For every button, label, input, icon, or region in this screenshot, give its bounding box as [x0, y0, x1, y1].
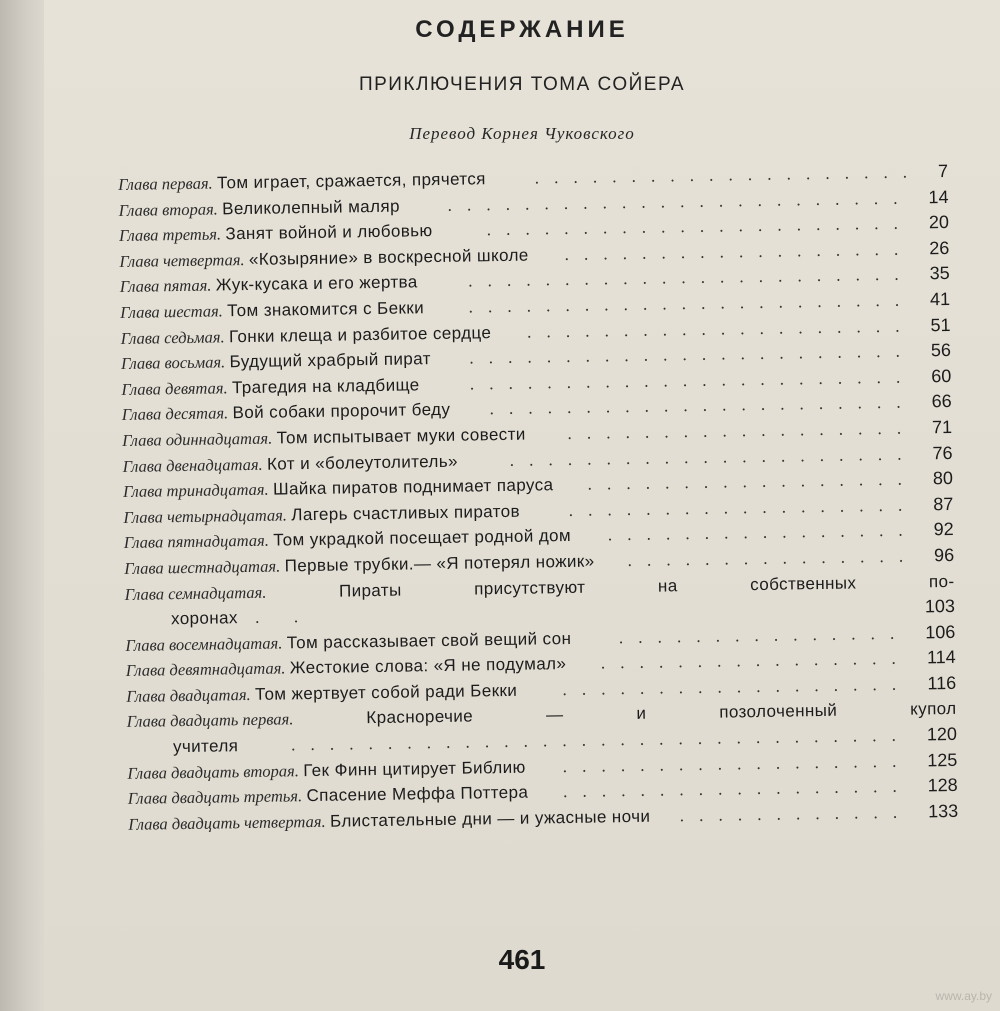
chapter-label: Глава девятнадцатая.	[125, 658, 286, 681]
leader-dots: ................	[607, 519, 918, 545]
chapter-label: Глава третья.	[118, 224, 222, 246]
leader-dots: .......................	[469, 366, 916, 394]
chapter-title: Занят войной и любовью	[225, 221, 433, 244]
chapter-label: Глава одиннадцатая.	[122, 428, 273, 450]
chapter-title: Первые трубки.— «Я потерял ножик»	[284, 551, 595, 576]
chapter-page-number: 66	[931, 391, 952, 412]
chapter-title: Блистательные дни — и ужасные ночи	[329, 806, 651, 831]
chapter-page-number: 51	[930, 314, 951, 335]
chapter-title: Том знакомится с Бекки	[227, 298, 425, 321]
chapter-title: Шайка пиратов поднимает паруса	[272, 475, 554, 499]
chapter-label: Глава семнадцатая.	[124, 582, 267, 604]
chapter-page-number: 71	[931, 416, 953, 438]
leader-dots: ................	[600, 647, 911, 673]
chapter-title-word: на	[657, 575, 678, 596]
chapter-title: Будущий храбрый пират	[229, 349, 431, 372]
leader-dots: ....................	[526, 315, 915, 342]
chapter-title-word: Красноречие	[366, 706, 474, 728]
chapter-page-number: 56	[930, 340, 952, 361]
chapter-label: Глава восьмая.	[120, 352, 226, 374]
chapter-title-word: присутствуют	[474, 577, 586, 598]
chapter-page-number: 41	[929, 288, 951, 310]
chapter-page-number: 76	[932, 442, 953, 463]
chapter-label: Глава двадцать первая.	[126, 709, 294, 732]
chapter-page-number: 14	[928, 186, 949, 207]
chapter-label: Глава седьмая.	[120, 326, 225, 348]
chapter-page-number: 114	[926, 647, 956, 668]
chapter-page-number: 120	[926, 723, 958, 745]
leader-dots: ....................	[534, 161, 923, 188]
chapter-label: Глава двадцатая.	[126, 684, 251, 706]
chapter-label: Глава восемнадцатая.	[125, 633, 283, 655]
chapter-label: Глава первая.	[118, 173, 213, 194]
chapter-title-word: и	[636, 704, 647, 724]
leader-dots: ................................	[290, 724, 912, 755]
chapter-title: Спасение Меффа Поттера	[306, 782, 529, 806]
chapter-title: Гек Финн цитирует Библию	[303, 757, 526, 780]
chapter-title: Том рассказывает свой вещий сон	[286, 628, 572, 653]
chapter-page-number: 26	[929, 237, 950, 259]
leader-dots: ..................	[562, 750, 912, 776]
chapter-label: Глава пятая.	[119, 275, 212, 297]
leader-dots: ..................	[564, 238, 914, 264]
leader-dots: ........................	[447, 187, 913, 215]
book-page	[44, 0, 1000, 1011]
leader-dots: ......................	[489, 391, 916, 419]
contents-heading: СОДЕРЖАНИЕ	[415, 16, 629, 43]
chapter-page-number: 35	[929, 263, 950, 284]
chapter-title-word: собственных	[750, 572, 857, 594]
chapter-page-number: 116	[927, 672, 957, 694]
chapter-title: Жук-кусака и его жертва	[215, 272, 418, 295]
chapter-page-number: 125	[927, 749, 958, 771]
leader-dots: ...............	[618, 622, 910, 647]
chapter-page-number: 133	[927, 800, 959, 822]
chapter-page-number: 106	[925, 621, 956, 643]
chapter-label: Глава двенадцатая.	[122, 454, 263, 476]
leader-dots: .................	[587, 468, 918, 494]
chapter-page-number: 92	[933, 519, 954, 540]
leader-dots: .....................	[509, 443, 917, 470]
chapter-page-number: 60	[931, 365, 952, 386]
leader-dots: .......................	[467, 263, 914, 291]
chapter-title: Вой собаки пророчит беду	[232, 400, 451, 423]
translator-credit: Перевод Корнея Чуковского	[409, 124, 635, 143]
leader-dots: ..................	[562, 673, 912, 699]
leader-dots: . .	[254, 606, 314, 627]
chapter-label: Глава вторая.	[118, 199, 218, 220]
work-title: ПРИКЛЮЧЕНИЯ ТОМА СОЙЕРА	[358, 74, 686, 95]
chapter-title-word: —	[545, 705, 564, 725]
chapter-label: Глава тринадцатая.	[122, 479, 269, 502]
chapter-title: Трагедия на кладбище	[231, 375, 420, 397]
chapter-title: Лагерь счастливых пиратов	[291, 501, 521, 525]
chapter-page-number: 103	[924, 596, 956, 617]
chapter-label: Глава четвертая.	[119, 249, 245, 271]
chapter-title: Том украдкой посещает родной дом	[273, 526, 572, 550]
chapter-page-number: 96	[933, 544, 955, 566]
watermark: www.ay.by	[935, 989, 992, 1003]
chapter-title: Кот и «болеутолитель»	[266, 451, 459, 474]
chapter-label: Глава шестая.	[120, 301, 223, 322]
leader-dots: .......................	[468, 289, 915, 317]
chapter-label: Глава пятнадцатая.	[123, 530, 270, 553]
chapter-title: «Козыряние» в воскресной школе	[248, 245, 529, 269]
chapter-page-number: 80	[932, 468, 954, 489]
page-number: 461	[498, 944, 546, 975]
chapter-page-number: 128	[927, 775, 958, 796]
chapter-label: Глава двадцать третья.	[127, 786, 303, 809]
chapter-title-continuation: учителя	[172, 736, 239, 757]
chapter-title: Том играет, сражается, прячется	[216, 169, 486, 193]
chapter-title: Том испытывает муки совести	[276, 424, 526, 448]
chapter-title: Жестокие слова: «Я не подумал»	[289, 654, 567, 678]
chapter-label: Глава двадцать четвертая.	[128, 811, 326, 834]
leader-dots: ..................	[562, 775, 912, 802]
chapter-title-word: позолоченный	[719, 701, 838, 723]
leader-dots: .......................	[469, 340, 916, 368]
chapter-label: Глава десятая.	[121, 403, 229, 425]
book-gutter	[0, 0, 45, 1011]
chapter-title-word: Пираты	[338, 580, 402, 601]
chapter-page-number: 7	[937, 160, 949, 182]
chapter-page-number: 87	[933, 493, 954, 514]
chapter-title: Великолепный маляр	[222, 196, 400, 218]
chapter-label: Глава четырнадцатая.	[123, 505, 288, 527]
leader-dots: ..................	[567, 417, 917, 443]
leader-dots: ............	[679, 801, 913, 826]
chapter-title-word: купол	[910, 699, 957, 720]
chapter-title: Гонки клеща и разбитое сердце	[228, 322, 492, 346]
leader-dots: ..................	[568, 494, 918, 520]
chapter-title-continuation: хоронах	[170, 608, 238, 629]
chapter-title-word: по-	[928, 571, 955, 591]
chapter-label: Глава девятая.	[121, 378, 228, 399]
chapter-label: Глава шестнадцатая.	[124, 556, 281, 578]
chapter-page-number: 20	[928, 212, 950, 233]
leader-dots: ......................	[486, 212, 914, 240]
chapter-title: Том жертвует собой ради Бекки	[254, 680, 518, 704]
leader-dots: ...............	[627, 545, 919, 570]
chapter-label: Глава двадцать вторая.	[127, 760, 300, 783]
table-of-contents	[118, 159, 958, 837]
